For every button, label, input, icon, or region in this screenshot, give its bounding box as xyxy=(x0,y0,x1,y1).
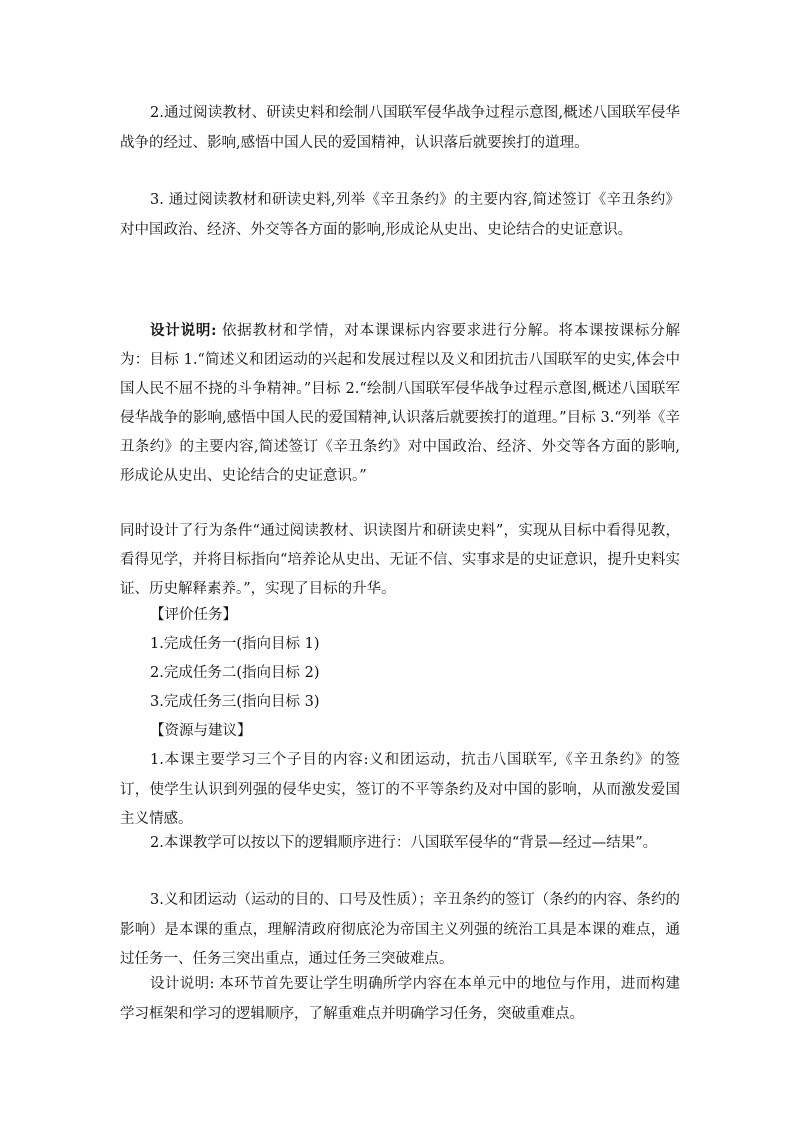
evaluation-item: 3.完成任务三(指向目标 3) xyxy=(150,694,320,710)
design-note-text: 依据教材和学情，对本课课标内容要求进行分解。将本课按课标分解为：目标 1.“简述义和团运动的兴起和发展过程以及义和团抗击八国联军的史实,体会中国人民不屈不挠的斗争精神。”目标 2.“绘制八国联军侵华战争过程示意图,概述八国联军侵华战争的影响,感悟中国人民的爱国精神,认识落后就要挨打的道理。”目标 3.“列举《辛丑条约》的主要内容,简述签订《辛丑条约》对中国政治、经济、外交等各方面的影响,形成论从史出、史论结合的史证意识。” xyxy=(120,323,681,484)
evaluation-heading: 【评价任务】 xyxy=(150,607,237,623)
design-note-summary-paragraph: 设计说明: 本环节首先要让学生明确所学内容在本单元中的地位与作用，进而构建学习框架和学习的逻辑顺序，了解重难点并明确学习任务，突破重难点。 xyxy=(120,976,680,1022)
design-note-paragraph xyxy=(120,316,680,491)
resources-paragraph-2: 2.本课教学可以按以下的逻辑顺序进行：八国联军侵华的“背景—经过—结果”。 xyxy=(150,835,658,851)
resources-paragraph-3: 3.义和团运动（运动的目的、口号及性质）；辛丑条约的签订（条约的内容、条约的影响）是本课的重点，理解清政府彻底沦为帝国主义列强的统治工具是本课的难点，通过任务一、任务三突出重点，通过任务三突破难点。 xyxy=(120,892,680,967)
resources-paragraph-1: 1.本课主要学习三个子目的内容:义和团运动，抗击八国联军,《辛丑条约》的签订，使学生认识到列强的侵华史实，签订的不平等条约及对中国的影响，从而激发爱国主义情感。 xyxy=(120,752,680,827)
goal-3-paragraph: 3. 通过阅读教材和研读史料,列举《辛丑条约》的主要内容,简述签订《辛丑条约》对中国政治、经济、外交等各方面的影响,形成论从史出、史论结合的史证意识。 xyxy=(120,192,680,238)
design-note-label: 设计说明: xyxy=(150,322,217,339)
design-note-continued-paragraph: 同时设计了行为条件“通过阅读教材、识读图片和研读史料”，实现从目标中看得见教，看得见学，并将目标指向“培养论从史出、无证不信、实事求是的史证意识，提升史料实证、历史解释素养。”，实现了目标的升华。 xyxy=(120,523,680,597)
evaluation-item: 2.完成任务二(指向目标 2) xyxy=(150,665,320,681)
resources-heading: 【资源与建议】 xyxy=(150,723,252,739)
goal-2-paragraph: 2.通过阅读教材、研读史料和绘制八国联军侵华战争过程示意图,概述八国联军侵华战争的经过、影响,感悟中国人民的爱国精神，认识落后就要挨打的道理。 xyxy=(120,105,680,151)
evaluation-item: 1.完成任务一(指向目标 1) xyxy=(150,636,320,652)
